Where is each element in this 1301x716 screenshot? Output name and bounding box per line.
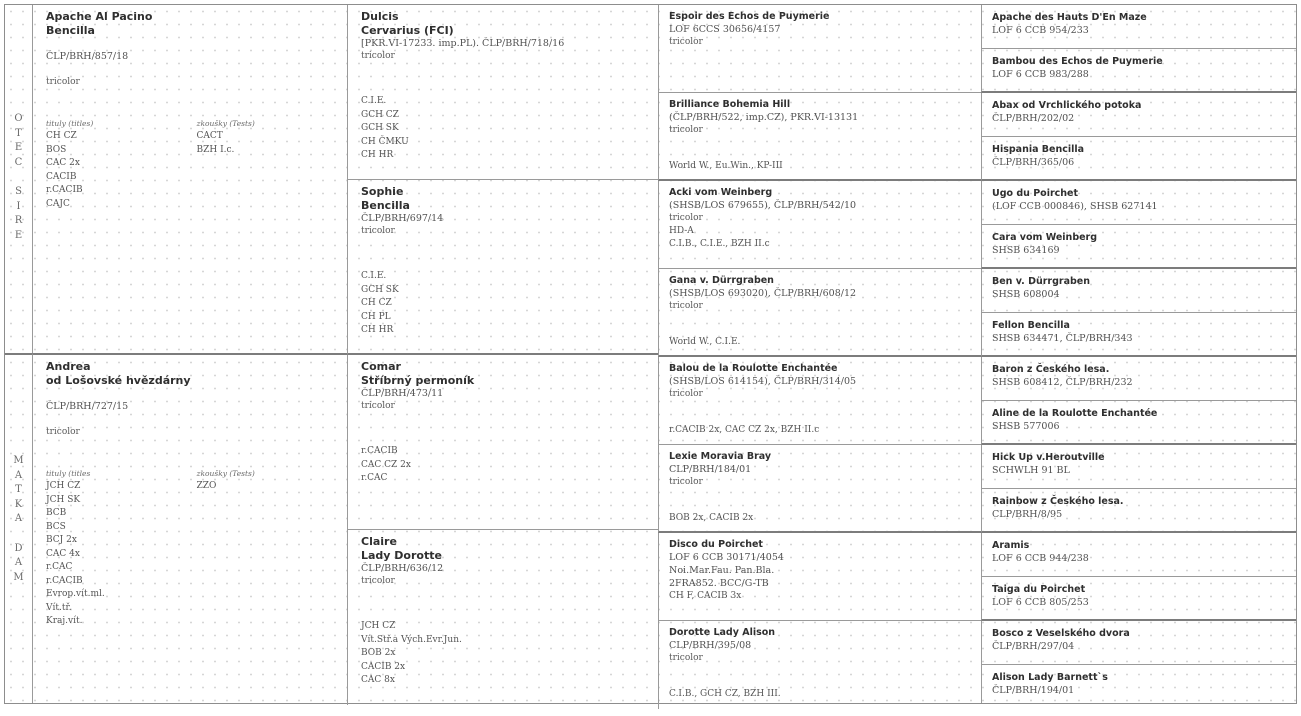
sire-cell bbox=[33, 5, 347, 355]
pedigree-cell-gen4: Taiga du Poirchet LOF 6 CCB 805/253 bbox=[981, 577, 1296, 621]
test-item: ZZO bbox=[196, 481, 217, 491]
pedigree-cell-gen4: Aline de la Roulotte Enchantée SHSB 577006 bbox=[981, 401, 1296, 445]
titles-label: tituly (titles) bbox=[46, 119, 94, 128]
title-item: CAJC bbox=[46, 198, 70, 209]
pedigree-cell-gen2: Sophie Bencilla ČLP/BRH/697/14 tricolor C.I.E. GCH SK CH CZ CH PL CH HR bbox=[347, 180, 658, 355]
dam-kennel: od Lošovské hvězdárny bbox=[46, 373, 191, 387]
pedigree-table bbox=[4, 4, 1297, 704]
tests-label: zkoušky (Tests) bbox=[196, 469, 255, 478]
pedigree-cell-gen3: Balou de la Roulotte Enchantée (SHSB/LOS 614154), ČLP/BRH/314/05 tricolor r.CACIB 2x, CAC CZ 2x, BZH II.c bbox=[658, 357, 981, 445]
title-item: BCS bbox=[46, 521, 66, 532]
title-item: CAC 4x bbox=[46, 548, 80, 559]
test-item: BZH I.c. bbox=[196, 144, 235, 155]
pedigree-cell-gen2: Dulcis Cervarius (FCI) [PKR.VI-17233. imp.PL). ČLP/BRH/718/16 tricolor C.I.E. GCH CZ GCH SK CH ČMKU CH HR bbox=[347, 5, 658, 180]
pedigree-cell-gen4: Apache des Hauts D'En Maze LOF 6 CCB 954/233 bbox=[981, 5, 1296, 49]
sire-color: tricolor bbox=[46, 77, 80, 87]
dam-cell bbox=[33, 355, 347, 705]
title-item: JCH CZ bbox=[46, 481, 81, 491]
dam-titles-block bbox=[46, 468, 347, 629]
pedigree-cell-gen4: Cara vom Weinberg SHSB 634169 bbox=[981, 225, 1296, 269]
pedigree-cell-gen4: Rainbow z Českého lesa. CLP/BRH/8/95 bbox=[981, 489, 1296, 533]
dam-name: Andrea bbox=[46, 360, 91, 373]
title-item: BCJ 2x bbox=[46, 535, 77, 545]
sire-registration: ČLP/BRH/857/18 bbox=[46, 51, 129, 62]
pedigree-cell-gen4: Ugo du Poirchet (LOF CCB 000846), SHSB 627141 bbox=[981, 181, 1296, 225]
pedigree-cell-gen3: Dorotte Lady Alison CLP/BRH/395/08 tricolor C.I.B., GCH CZ, BZH III. bbox=[658, 621, 981, 709]
title-item: Evrop.vít.ml. bbox=[46, 589, 105, 599]
pedigree-cell-gen3: Acki vom Weinberg (SHSB/LOS 679655), ČLP/BRH/542/10 tricolor HD-A C.I.B., C.I.E., BZH II.c bbox=[658, 181, 981, 269]
pedigree-cell-gen3: Espoir des Echos de Puymerie LOF 6CCS 30656/4157 tricolor bbox=[658, 5, 981, 93]
pedigree-cell-gen3: Brilliance Bohemia Hill (ČLP/BRH/522, imp.CZ), PKR.VI-13131 tricolor World W., Eu.Win., KP-III bbox=[658, 93, 981, 181]
pedigree-cell-gen4: Fellon Bencilla SHSB 634471, ČLP/BRH/343 bbox=[981, 313, 1296, 357]
title-item: CACIB bbox=[46, 171, 77, 182]
pedigree-cell-gen4: Ben v. Dürrgraben SHSB 608004 bbox=[981, 269, 1296, 313]
tests-label: zkoušky (Tests) bbox=[196, 119, 255, 128]
title-item: JCH SK bbox=[46, 494, 81, 505]
pedigree-cell-gen4: Abax od Vrchlického potoka ČLP/BRH/202/02 bbox=[981, 93, 1296, 137]
pedigree-cell-gen4: Bambou des Echos de Puymerie LOF 6 CCB 983/288 bbox=[981, 49, 1296, 93]
test-item: CACT bbox=[196, 131, 223, 141]
pedigree-cell-gen2: Comar Stříbrný permoník ČLP/BRH/473/11 tricolor r.CACIB CAC CZ 2x r.CAC bbox=[347, 355, 658, 530]
pedigree-cell-gen4: Hick Up v.Heroutville SCHWLH 91 BL bbox=[981, 445, 1296, 489]
sire-titles-block bbox=[46, 118, 347, 211]
sire-kennel: Bencilla bbox=[46, 23, 95, 37]
pedigree-cell-gen3: Gana v. Dürrgraben (SHSB/LOS 693020), ČLP/BRH/608/12 tricolor World W., C.I.E. bbox=[658, 269, 981, 357]
dam-color: tricolor bbox=[46, 427, 80, 437]
pedigree-cell-gen3: Disco du Poirchet LOF 6 CCB 30171/4054 Noi.Mar.Fau. Pan.Bla. 2FRA852. BCC/G-TB CH F, CACIB 3x bbox=[658, 533, 981, 621]
sire-side-label: O T E C S I R E bbox=[5, 5, 33, 353]
pedigree-cell-gen4: Aramis LOF 6 CCB 944/238 bbox=[981, 533, 1296, 577]
title-item: BCB bbox=[46, 508, 67, 518]
titles-label: tituly (titles bbox=[46, 469, 91, 478]
title-item: r.CACIB bbox=[46, 185, 83, 195]
dam-side-label: M A T K A D A M bbox=[5, 353, 33, 703]
pedigree-cell-gen3: Lexie Moravia Bray CLP/BRH/184/01 tricolor BOB 2x, CACIB 2x bbox=[658, 445, 981, 533]
title-item: Kraj.vít. bbox=[46, 616, 83, 626]
title-item: r.CAC bbox=[46, 562, 73, 572]
pedigree-cell-gen4: Baron z Českého lesa. SHSB 608412, ČLP/BRH/232 bbox=[981, 357, 1296, 401]
pedigree-cell-gen4: Hispania Bencilla ČLP/BRH/365/06 bbox=[981, 137, 1296, 181]
pedigree-cell-gen4: Bosco z Veselského dvora ČLP/BRH/297/04 bbox=[981, 621, 1296, 665]
title-item: CAC 2x bbox=[46, 158, 80, 168]
title-item: BOS bbox=[46, 144, 67, 155]
pedigree-cell-gen2: Claire Lady Dorotte ČLP/BRH/636/12 tricolor JCH CZ Vít.Stř.a Vých.Evr.Jun. BOB 2x CACIB 2x CAC 8x bbox=[347, 530, 658, 705]
title-item: r.CACIB bbox=[46, 575, 83, 586]
title-item: CH CZ bbox=[46, 131, 77, 141]
title-item: Vít.tř. bbox=[46, 602, 72, 613]
pedigree-cell-gen4: Alison Lady Barnett`s ČLP/BRH/194/01 bbox=[981, 665, 1296, 703]
sire-name: Apache Al Pacino bbox=[46, 10, 153, 23]
dam-registration: ČLP/BRH/727/15 bbox=[46, 401, 129, 412]
